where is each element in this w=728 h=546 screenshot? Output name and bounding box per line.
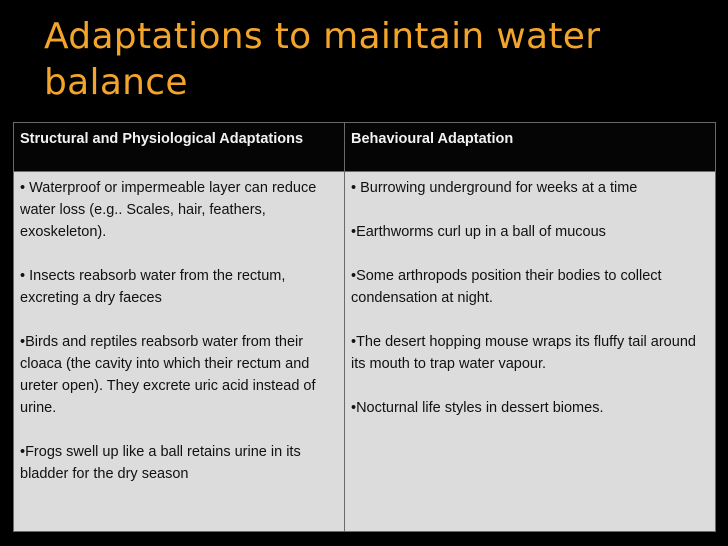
title-bar <box>0 0 728 118</box>
list-item: • Insects reabsorb water from the rectum, excreting a dry faeces <box>20 268 286 306</box>
behavioural-cell <box>345 172 716 532</box>
list-item: • Waterproof or impermeable layer can reduce water loss (e.g.. Scales, hair, feathers, exoskeleton). <box>20 180 317 240</box>
header-behavioural: Behavioural Adaptation <box>345 123 716 172</box>
slide-title: Adaptations to maintain water balance <box>44 16 601 103</box>
list-item: •Some arthropods position their bodies to collect condensation at night. <box>351 268 662 306</box>
list-item: •Nocturnal life styles in dessert biomes. <box>351 400 604 416</box>
header-structural-physiological: Structural and Physiological Adaptations <box>14 123 345 172</box>
list-item: •Birds and reptiles reabsorb water from their cloaca (the cavity into which their rectum and ureter open). They excrete uric acid instead of urine. <box>20 334 316 416</box>
list-item: • Burrowing underground for weeks at a time <box>351 180 638 196</box>
adaptations-table <box>13 122 716 532</box>
list-item: •Frogs swell up like a ball retains urine in its bladder for the dry season <box>20 444 301 482</box>
list-item: •Earthworms curl up in a ball of mucous <box>351 224 606 240</box>
table-row <box>14 172 716 532</box>
list-item: •The desert hopping mouse wraps its fluffy tail around its mouth to trap water vapour. <box>351 334 696 372</box>
table-header-row <box>14 123 716 172</box>
structural-physiological-cell <box>14 172 345 532</box>
